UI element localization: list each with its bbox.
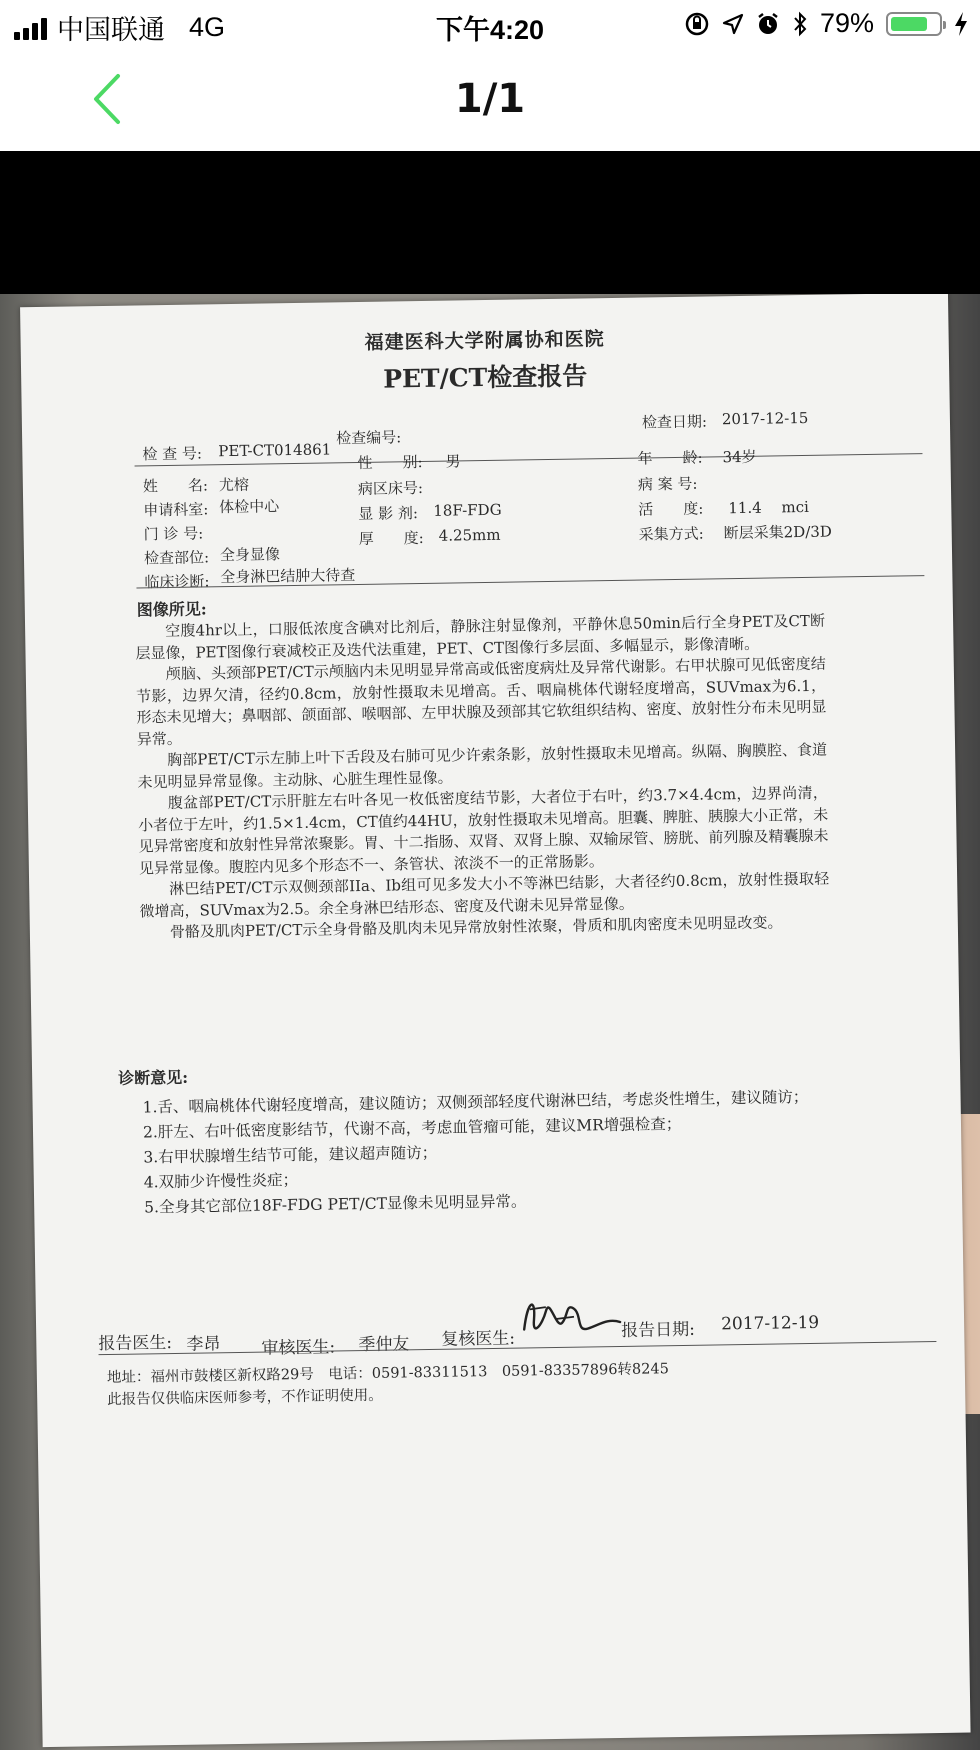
exam-date: 2017-12-15 — [721, 408, 809, 429]
tracer-label: 显 影 剂: — [358, 504, 419, 523]
report-date-label: 报告日期: — [621, 1319, 696, 1341]
rechecker-label: 复核医生: — [441, 1328, 516, 1350]
disclaimer: 此报告仅供临床医师参考，不作证明使用。 — [107, 1387, 383, 1409]
dept: 体检中心 — [219, 497, 280, 517]
dept-label: 申请科室: — [143, 500, 209, 520]
diagnosis-item: 1.舌、咽扁桃体代谢轻度增高，建议随访；双侧颈部轻度代谢淋巴结，考虑炎性增生，建议随访； — [142, 1088, 809, 1117]
diagnosis-item: 5.全身其它部位18F-FDG PET/CT显像未见明显异常。 — [144, 1192, 527, 1217]
report-date: 2017-12-19 — [720, 1312, 820, 1335]
image-viewer[interactable] — [0, 151, 980, 1743]
report-paper — [20, 294, 971, 1747]
patient-name: 尤榕 — [218, 475, 250, 495]
gender: 男 — [445, 452, 461, 471]
diagnosis-item: 2.肝左、右叶低密度影结节，代谢不高，考虑血管瘤可能，建议MR增强检查； — [142, 1115, 682, 1142]
age: 34岁 — [722, 447, 757, 467]
site-label: 检查部位: — [143, 548, 210, 568]
battery-fill — [891, 17, 927, 31]
reviewer-label: 审核医生: — [261, 1337, 336, 1359]
exam-id-label: 检 查 号: — [142, 444, 203, 464]
battery-icon — [886, 12, 942, 36]
bluetooth-icon — [792, 11, 808, 37]
clin-dx: 全身淋巴结肿大待查 — [220, 566, 356, 587]
thickness: 4.25mm — [438, 525, 501, 545]
site: 全身显像 — [219, 545, 281, 565]
thickness-label: 厚 度: — [358, 528, 424, 548]
acq-label: 采集方式: — [638, 524, 704, 544]
name-label: 姓 名: — [142, 476, 209, 496]
findings-paragraph: 胸部PET/CT示左肺上叶下舌段及右肺可见少许索条影，放射性摄取未见增高。纵隔、胸膜腔、食道未见明显异常显像。主动脉、心脏生理性显像。 — [137, 740, 828, 792]
report-title: PET/CT检查报告 — [382, 361, 588, 394]
tracer: 18F-FDG — [433, 500, 502, 520]
charging-icon — [954, 11, 968, 37]
findings-paragraph: 骨骼及肌肉PET/CT示全身骨骼及肌肉未见异常放射性浓聚，骨质和肌肉密度未见明显改变。 — [169, 913, 783, 942]
status-time: 下午4:20 — [435, 15, 545, 45]
findings-title: 图像所见: — [136, 599, 207, 620]
acq: 断层采集2D/3D — [723, 522, 833, 543]
clinic-label: 门 诊 号: — [143, 524, 204, 544]
clin-dx-label: 临床诊断: — [144, 572, 210, 592]
signature-scribble — [516, 1288, 627, 1346]
gender-label: 性 别: — [357, 452, 423, 473]
address-line: 地址：福州市鼓楼区新权路29号 电话：0591-83311513 0591-83357896转8245 — [106, 1361, 670, 1387]
alarm-icon — [756, 12, 780, 36]
location-icon — [722, 13, 744, 35]
activity: 11.4 mci — [728, 497, 810, 518]
hospital-name: 福建医科大学附属协和医院 — [364, 328, 605, 354]
battery-percent: 79% — [819, 8, 874, 38]
diagnosis-title: 诊断意见: — [118, 1067, 189, 1088]
nav-bar — [0, 48, 980, 151]
report-photo[interactable] — [0, 294, 980, 1750]
findings-paragraph: 腹盆部PET/CT示肝脏左右叶各见一枚低密度结节影，大者位于右叶，约3.7×4.4cm，边界尚清，小者位于左叶，约1.5×1.4cm，CT值约44HU，放射性摄取未见增高。胆囊、脾脏、胰腺大小正常，未见异常密度和放射性异常浓聚影。胃、十二指肠、双肾、双肾上腺、双输尿管、膀胱、前列腺及精囊腺未见异常显像。腹腔内见多个形态不一、条管状、浓淡不一的正常肠影。 — [138, 783, 829, 877]
findings-body — [135, 611, 830, 944]
carrier-name: 中国联通 — [57, 15, 165, 45]
age-label: 年 龄: — [637, 448, 703, 468]
findings-paragraph: 淋巴结PET/CT示双侧颈部IIa、Ib组可见多发大小不等淋巴结影，大者径约0.8cm，放射性摄取轻微增高，SUVmax为2.5。余全身淋巴结形态、密度及代谢未见异常显像。 — [139, 869, 830, 920]
findings-paragraph: 空腹4hr以上，口服低浓度含碘对比剂后，静脉注射显像剂，平静休息50min后行全身PET及CT断层显像，PET图像行衰减校正及迭代法重建，PET、CT图像行多层面、多幅显示，影像清晰。 — [135, 611, 826, 663]
reviewer: 季仲友 — [358, 1334, 410, 1356]
ward-label: 病区床号: — [357, 478, 424, 499]
orientation-lock-icon — [684, 11, 710, 37]
doctor-label: 报告医生: — [98, 1333, 173, 1355]
case-label: 病 案 号: — [637, 474, 698, 494]
diagnosis-list — [142, 1084, 844, 1220]
diagnosis-item: 3.右甲状腺增生结节可能，建议超声随访； — [143, 1143, 438, 1167]
network-type: 4G — [189, 12, 226, 42]
status-bar — [0, 0, 980, 48]
findings-paragraph: 颅脑、头颈部PET/CT示颅脑内未见明显异常高或低密度病灶及异常代谢影。右甲状腺可见低密度结节影，边界欠清，径约0.8cm，放射性摄取未见增高。舌、咽扁桃体代谢轻度增高，SUVmax为6.1，形态未见增大；鼻咽部、颌面部、喉咽部、左甲状腺及颈部其它软组织结构、密度、放射性分布未见明显异常。 — [136, 654, 827, 749]
doctor: 李昂 — [186, 1334, 221, 1355]
exam-date-label: 检查日期: — [641, 412, 708, 432]
exam-no-label: 检查编号: — [336, 428, 402, 448]
status-right — [684, 8, 968, 39]
exam-id: PET-CT014861 — [218, 440, 332, 461]
page-indicator: 1/1 — [454, 76, 526, 122]
diagnosis-item: 4.双肺少许慢性炎症； — [143, 1171, 299, 1192]
activity-label: 活 度: — [638, 499, 704, 519]
